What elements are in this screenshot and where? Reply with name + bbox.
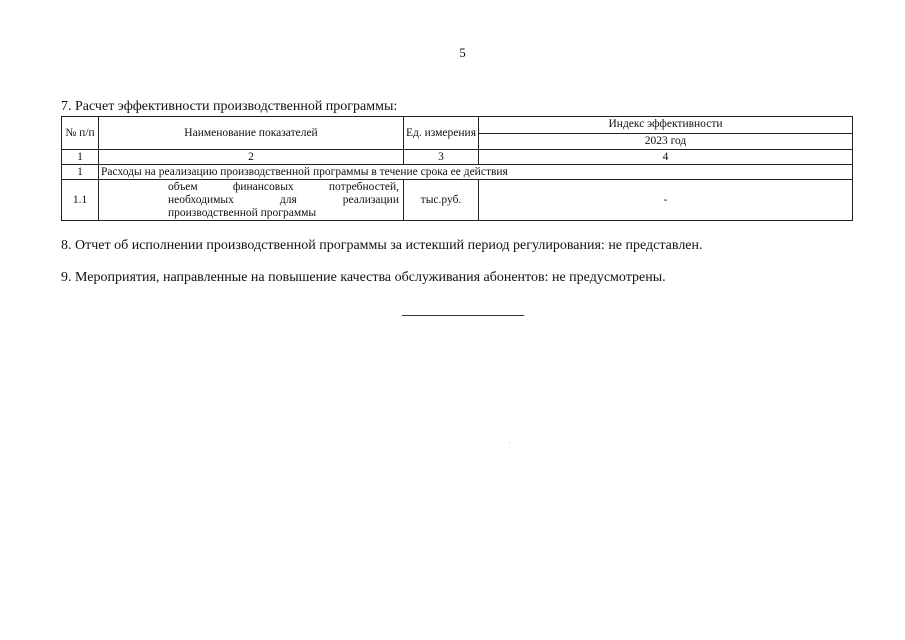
table-numbering-row (62, 150, 853, 165)
row-name-line: производственной программы (168, 206, 317, 219)
efficiency-table (61, 116, 853, 221)
row-name-line: необходимых для реализации (168, 193, 399, 206)
page-number: 5 (459, 45, 466, 60)
section-9-text: 9. Мероприятия, направленные на повышение качества обслуживания абонентов: не предусмотрены. (61, 270, 666, 285)
scan-speck (509, 442, 510, 443)
section-7-title: 7. Расчет эффективности производственной программы: (61, 99, 398, 114)
header-no: № п/п (62, 117, 99, 150)
row-no: 1.1 (62, 180, 99, 221)
col-number: 1 (62, 150, 99, 165)
col-number: 2 (99, 150, 404, 165)
table-section-row (62, 165, 853, 180)
header-index: Индекс эффективности (479, 117, 853, 134)
row-unit: тыс.руб. (404, 180, 479, 221)
table-header-row (62, 117, 853, 134)
row-name (99, 180, 404, 221)
row-value: - (479, 180, 853, 221)
header-year: 2023 год (479, 133, 853, 150)
section-row-text: Расходы на реализацию производственной программы в течение срока ее действия (99, 165, 853, 180)
header-unit: Ед. измерения (404, 117, 479, 150)
end-divider (402, 315, 524, 316)
row-name-line: объем финансовых потребностей, (168, 180, 399, 193)
section-row-no: 1 (62, 165, 99, 180)
col-number: 4 (479, 150, 853, 165)
section-8-text: 8. Отчет об исполнении производственной программы за истекший период регулирования: не представлен. (61, 238, 703, 253)
table-row (62, 180, 853, 221)
col-number: 3 (404, 150, 479, 165)
header-name: Наименование показателей (99, 117, 404, 150)
